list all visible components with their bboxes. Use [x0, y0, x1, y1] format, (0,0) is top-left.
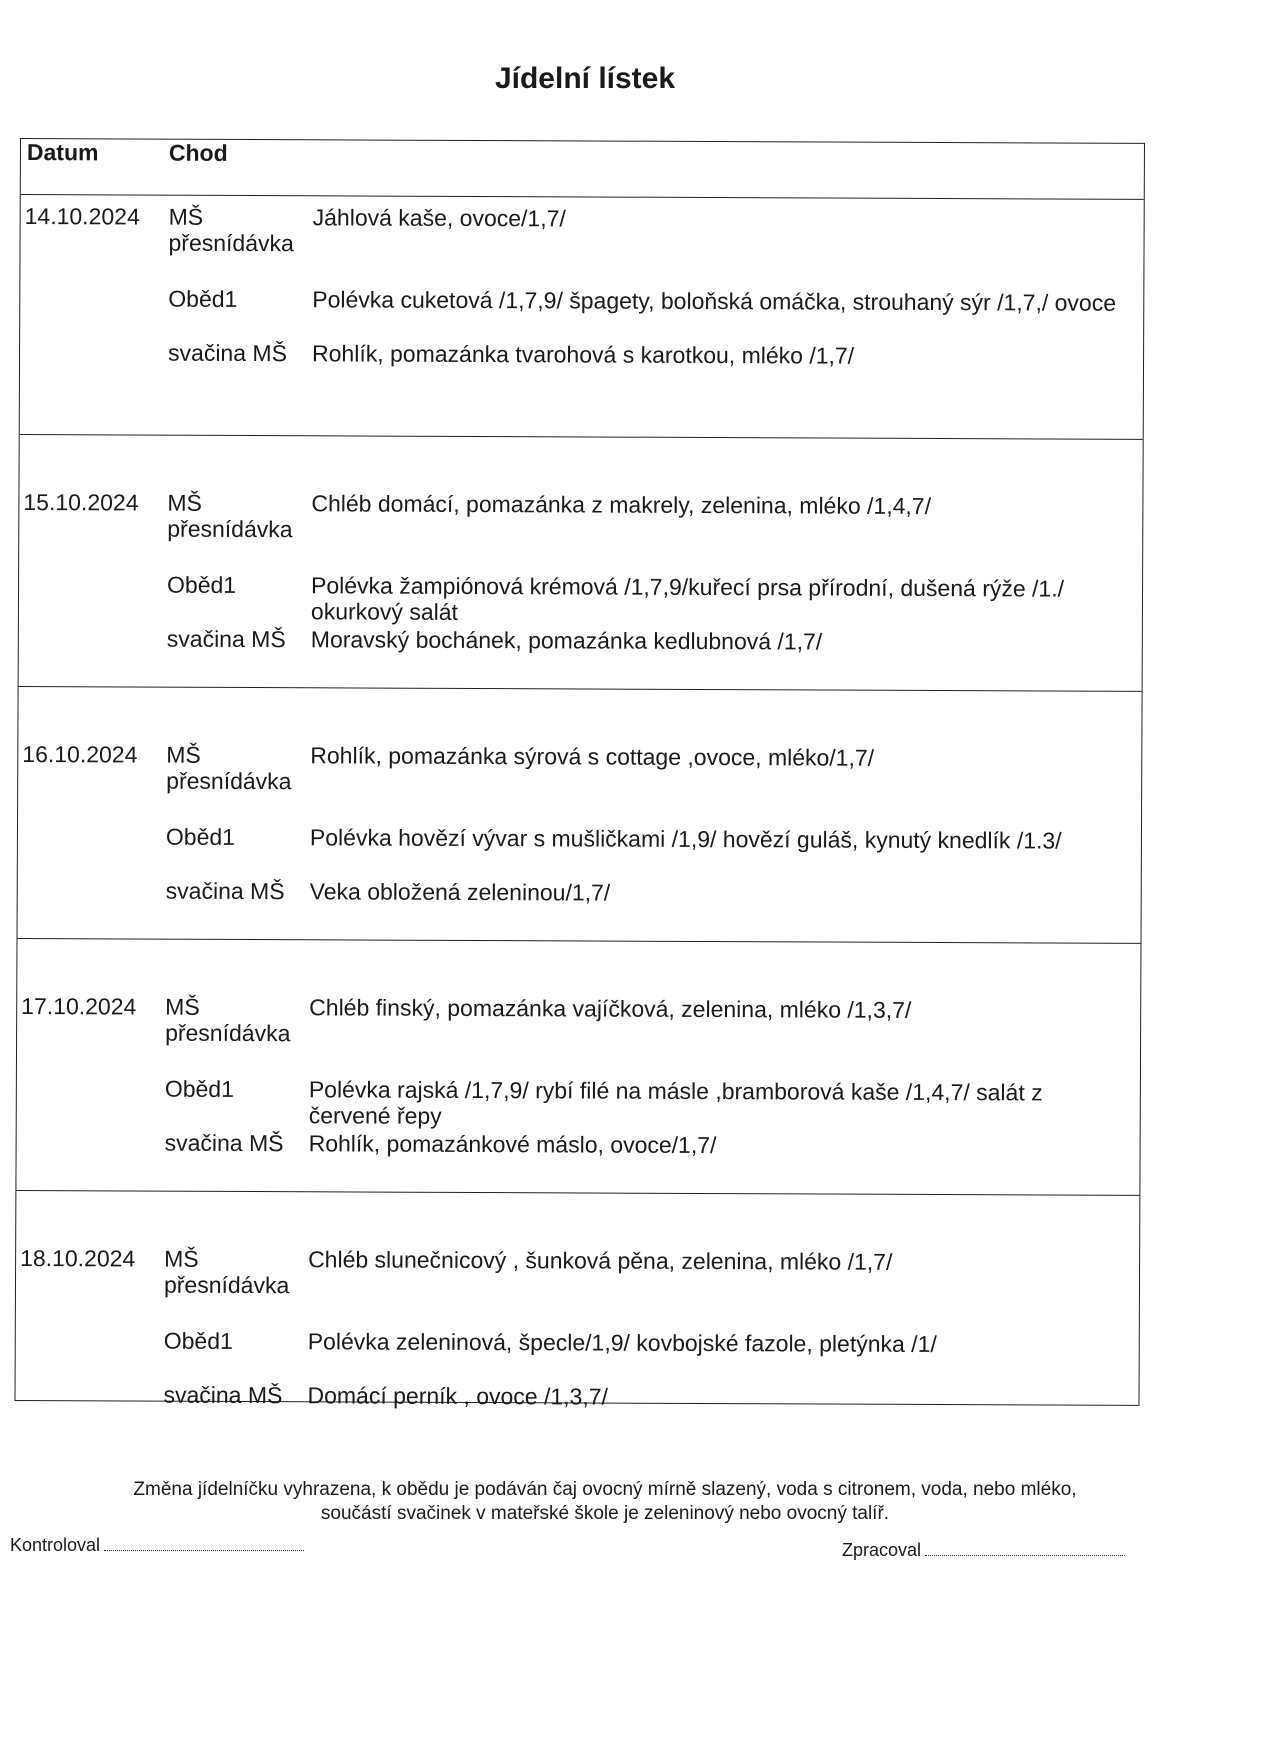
- checked-by-signature: [10, 1535, 304, 1556]
- lunch-label: Oběd1: [164, 1075, 234, 1102]
- header-chod: Chod: [168, 139, 228, 166]
- snack-dish: Rohlík, pomazánka sýrová s cottage ,ovoce, mléko/1,7/: [310, 742, 875, 771]
- afternoon-snack-dish: Domácí perník , ovoce /1,3,7/: [307, 1382, 609, 1410]
- lunch-dish: Polévka hovězí vývar s mušličkami /1,9/ hovězí guláš, kynutý knedlík /1.3/: [309, 824, 1062, 854]
- day-row: [15, 1191, 1139, 1410]
- lunch-label: Oběd1: [166, 571, 237, 598]
- afternoon-snack-label: svačina MŠ: [164, 1129, 284, 1157]
- day-row: [20, 195, 1144, 440]
- menu-table: [14, 138, 1145, 1410]
- day-date: 18.10.2024: [20, 1245, 136, 1272]
- checked-by-label: Kontroloval: [10, 1535, 101, 1555]
- afternoon-snack-label: svačina MŠ: [166, 625, 286, 653]
- footer-note-line2: součástí svačinek v mateřské škole je zeleninový nebo ovocný talíř.: [320, 1503, 890, 1524]
- afternoon-snack-dish: Moravský bochánek, pomazánka kedlubnová /1,7/: [310, 626, 823, 655]
- lunch-label: Oběd1: [165, 823, 236, 850]
- table-header: [21, 139, 1144, 200]
- snack-dish: Chléb domácí, pomazánka z makrely, zelenina, mléko /1,4,7/: [311, 490, 932, 519]
- afternoon-snack-dish: Rohlík, pomazánka tvarohová s karotkou, mléko /1,7/: [312, 340, 855, 369]
- snack-dish: Chléb finský, pomazánka vajíčková, zelenina, mléko /1,3,7/: [309, 994, 912, 1023]
- afternoon-snack-dish: Veka obložená zeleninou/1,7/: [309, 878, 611, 906]
- snack-label: MŠ přesnídávka: [165, 993, 291, 1047]
- snack-dish: Jáhlová kaše, ovoce/1,7/: [312, 204, 566, 232]
- signature-line: [925, 1555, 1125, 1556]
- snack-label: MŠ přesnídávka: [163, 1245, 290, 1299]
- day-date: 15.10.2024: [23, 489, 139, 516]
- snack-dish: Chléb slunečnicový , šunková pěna, zelenina, mléko /1,7/: [308, 1246, 893, 1275]
- afternoon-snack-label: svačina MŠ: [163, 1381, 283, 1409]
- afternoon-snack-label: svačina MŠ: [165, 877, 285, 905]
- lunch-dish: Polévka zeleninová, špecle/1,9/ kovbojské fazole, pletýnka /1/: [307, 1328, 937, 1358]
- afternoon-snack-label: svačina MŠ: [168, 339, 287, 367]
- footer-note: [0, 1478, 1210, 1526]
- snack-label: MŠ přesnídávka: [167, 489, 293, 543]
- day-row: [19, 435, 1143, 692]
- day-date: 17.10.2024: [21, 993, 137, 1020]
- afternoon-snack-dish: Rohlík, pomazánkové máslo, ovoce/1,7/: [308, 1130, 717, 1159]
- day-row: [16, 939, 1140, 1196]
- day-row: [18, 687, 1142, 944]
- snack-label: MŠ přesnídávka: [168, 203, 294, 257]
- lunch-dish: Polévka žampiónová krémová /1,7,9/kuřecí prsa přírodní, dušená rýže /1./ okurkový salát: [310, 572, 1065, 625]
- footer-note-line1: Změna jídelníčku vyhrazena, k obědu je podáván čaj ovocný mírně slazený, voda s citronem, voda, nebo mléko,: [133, 1479, 1077, 1500]
- signature-line: [104, 1550, 304, 1551]
- lunch-label: Oběd1: [168, 285, 238, 312]
- page-title: Jídelní lístek: [494, 62, 676, 95]
- day-date: 16.10.2024: [22, 741, 138, 768]
- prepared-by-label: Zpracoval: [842, 1540, 922, 1560]
- lunch-dish: Polévka cuketová /1,7,9/ špagety, boloňská omáčka, strouhaný sýr /1,7,/ ovoce: [312, 286, 1117, 316]
- lunch-dish: Polévka rajská /1,7,9/ rybí filé na másle ,bramborová kaše /1,4,7/ salát z červené řepy: [308, 1076, 1043, 1129]
- lunch-label: Oběd1: [163, 1327, 233, 1354]
- snack-label: MŠ přesnídávka: [166, 741, 292, 795]
- prepared-by-signature: [842, 1540, 1125, 1561]
- day-date: 14.10.2024: [24, 203, 140, 230]
- header-datum: Datum: [26, 139, 99, 166]
